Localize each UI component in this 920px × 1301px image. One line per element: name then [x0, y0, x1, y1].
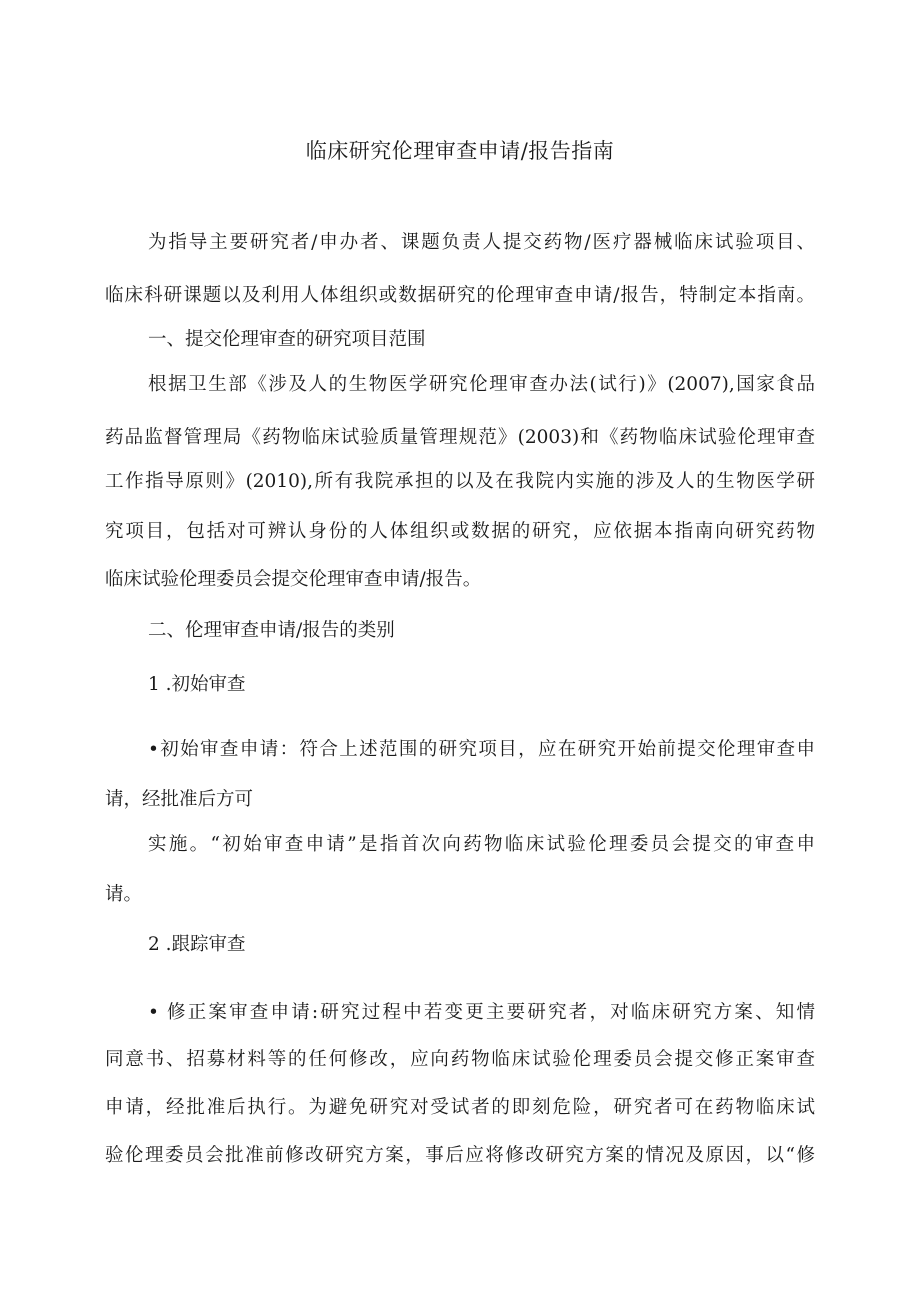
section1-heading: 一、提交伦理审查的研究项目范围	[148, 329, 426, 350]
amendment-bullet-line-1: • 修正案审查申请:研究过程中若变更主要研究者，对临床研究方案、知情	[148, 1002, 815, 1023]
initial-review-para-line-2: 请。	[105, 884, 143, 905]
section1-line-2: 药品监督管理局《药物临床试验质量管理规范》(2003)和《药物临床试验伦理审查	[105, 427, 815, 448]
subsection-follow-up-review-heading: 2 .跟踪审查	[148, 934, 246, 955]
amendment-bullet-line-3: 申请，经批准后执行。为避免研究对受试者的即刻危险，研究者可在药物临床试	[105, 1097, 815, 1118]
document-title: 临床研究伦理审查申请/报告指南	[305, 139, 615, 163]
initial-review-bullet-line-1: •初始审查申请：符合上述范围的研究项目，应在研究开始前提交伦理审查申	[148, 739, 815, 760]
section2-heading: 二、伦理审查申请/报告的类别	[148, 620, 395, 641]
section1-line-3: 工作指导原则》(2010),所有我院承担的以及在我院内实施的涉及人的生物医学研	[105, 471, 815, 492]
intro-line-1: 为指导主要研究者/申办者、课题负责人提交药物/医疗器械临床试验项目、	[148, 232, 815, 253]
section1-line-4: 究项目，包括对可辨认身份的人体组织或数据的研究，应依据本指南向研究药物	[105, 521, 815, 542]
amendment-bullet-line-4: 验伦理委员会批准前修改研究方案，事后应将修改研究方案的情况及原因，以“修	[105, 1145, 815, 1166]
amendment-bullet-line-2: 同意书、招募材料等的任何修改，应向药物临床试验伦理委员会提交修正案审查	[105, 1049, 815, 1070]
intro-line-2: 临床科研课题以及利用人体组织或数据研究的伦理审查申请/报告，特制定本指南。	[105, 285, 815, 306]
initial-review-bullet-line-2: 请，经批准后方可	[105, 789, 254, 810]
initial-review-para-line-1: 实施。“初始审查申请”是指首次向药物临床试验伦理委员会提交的审查申	[148, 834, 815, 855]
subsection-initial-review-heading: 1 .初始审查	[148, 674, 246, 695]
section1-line-1: 根据卫生部《涉及人的生物医学研究伦理审查办法(试行)》(2007),国家食品	[148, 374, 815, 395]
section1-line-5: 临床试验伦理委员会提交伦理审查申请/报告。	[105, 569, 482, 590]
